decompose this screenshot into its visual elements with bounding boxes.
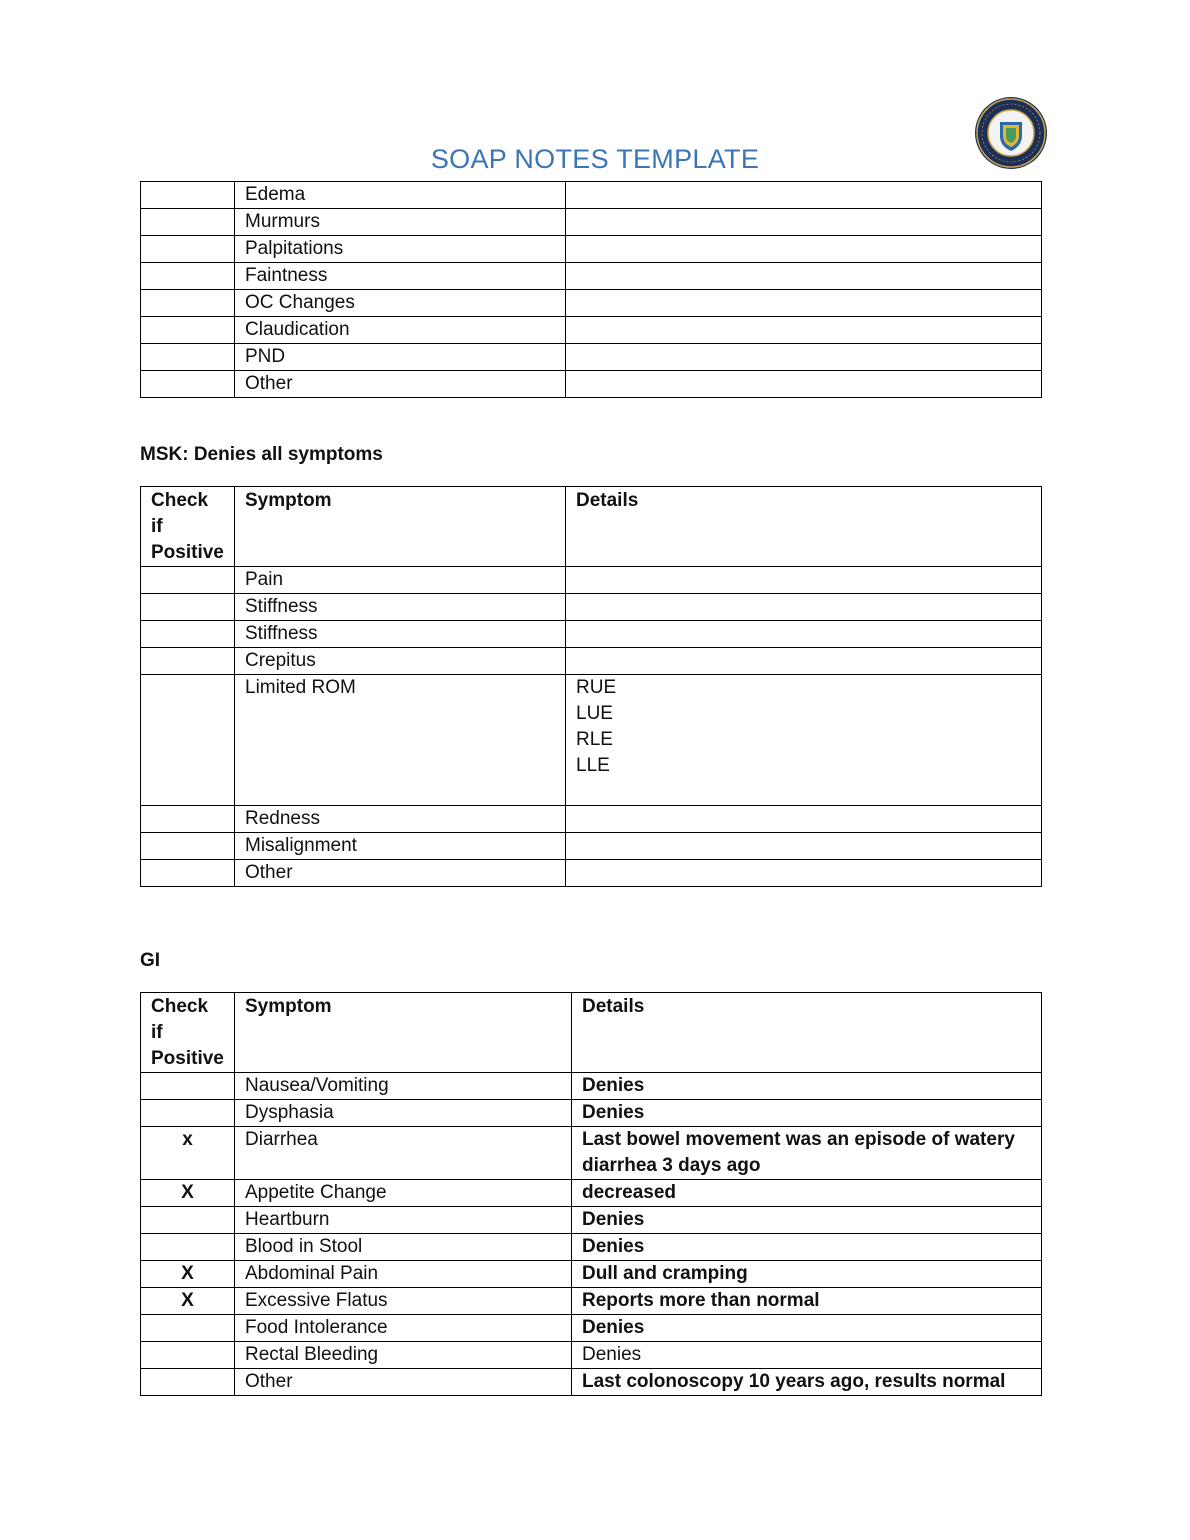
details-cell[interactable] [566,860,1042,887]
details-cell[interactable]: Denies [572,1073,1042,1100]
university-seal-logo [974,96,1048,170]
table-row [141,1315,1042,1342]
table-row [141,648,1042,675]
details-cell[interactable]: Denies [572,1100,1042,1127]
table-row [141,182,1042,209]
symptom-cell: Murmurs [235,209,566,236]
check-cell[interactable] [141,209,235,236]
table-row [141,675,1042,806]
column-header-details: Details [572,993,1042,1073]
details-cell[interactable] [566,236,1042,263]
symptom-cell: Rectal Bleeding [235,1342,572,1369]
table-row [141,567,1042,594]
check-cell[interactable] [141,1315,235,1342]
check-cell[interactable]: X [141,1288,235,1315]
symptom-cell: Appetite Change [235,1180,572,1207]
details-cell[interactable] [566,209,1042,236]
table-row [141,1261,1042,1288]
details-cell[interactable]: Denies [572,1315,1042,1342]
details-cell[interactable]: Reports more than normal [572,1288,1042,1315]
symptom-cell: Limited ROM [235,675,566,806]
table-row [141,1288,1042,1315]
table-row [141,833,1042,860]
details-cell[interactable] [566,833,1042,860]
gi-heading: GI [140,950,161,971]
details-cell[interactable]: Last bowel movement was an episode of watery diarrhea 3 days ago [572,1127,1042,1180]
details-cell[interactable]: Dull and cramping [572,1261,1042,1288]
symptom-cell: Diarrhea [235,1127,572,1180]
details-cell[interactable] [566,182,1042,209]
symptom-cell: Nausea/Vomiting [235,1073,572,1100]
details-cell[interactable] [566,648,1042,675]
rom-line-rue: RUE [576,677,617,698]
symptom-cell: Misalignment [235,833,566,860]
symptom-cell: Dysphasia [235,1100,572,1127]
symptom-cell: Other [235,371,566,398]
details-cell[interactable] [566,621,1042,648]
column-header-check: Check if Positive [141,487,235,567]
details-cell[interactable] [566,263,1042,290]
symptom-cell: Excessive Flatus [235,1288,572,1315]
symptom-cell: Heartburn [235,1207,572,1234]
table-row [141,1234,1042,1261]
check-cell[interactable] [141,317,235,344]
table-row [141,1100,1042,1127]
symptom-cell: Pain [235,567,566,594]
rom-line-rle: RLE [576,729,613,750]
table-row [141,621,1042,648]
details-cell[interactable] [566,806,1042,833]
column-header-symptom: Symptom [235,993,572,1073]
symptom-cell: Blood in Stool [235,1234,572,1261]
table-row [141,371,1042,398]
table-row [141,806,1042,833]
symptom-cell: Redness [235,806,566,833]
table-row [141,1127,1042,1180]
check-cell[interactable]: x [141,1127,235,1180]
details-cell[interactable] [566,675,1042,806]
check-cell[interactable] [141,1342,235,1369]
check-cell[interactable] [141,290,235,317]
check-cell[interactable] [141,1100,235,1127]
check-cell[interactable] [141,1073,235,1100]
symptom-cell: Edema [235,182,566,209]
table-row [141,1207,1042,1234]
check-cell[interactable]: X [141,1180,235,1207]
check-cell[interactable] [141,344,235,371]
details-cell[interactable] [566,317,1042,344]
check-cell[interactable] [141,594,235,621]
check-cell[interactable] [141,371,235,398]
check-cell[interactable] [141,1207,235,1234]
table-row [141,317,1042,344]
check-cell[interactable]: X [141,1261,235,1288]
symptom-cell: Faintness [235,263,566,290]
details-cell[interactable] [566,594,1042,621]
table-header-row [141,993,1042,1073]
check-cell[interactable] [141,675,235,806]
check-cell[interactable] [141,806,235,833]
symptom-cell: PND [235,344,566,371]
table-row [141,1180,1042,1207]
table-row [141,263,1042,290]
details-cell[interactable] [566,371,1042,398]
page-title: SOAP NOTES TEMPLATE [430,144,760,174]
check-cell[interactable] [141,648,235,675]
table-row [141,344,1042,371]
symptom-cell: Other [235,1369,572,1396]
details-cell[interactable] [566,567,1042,594]
cardio-symptom-table [140,181,1042,398]
symptom-cell: Stiffness [235,594,566,621]
check-cell[interactable] [141,567,235,594]
msk-heading: MSK: Denies all symptoms [140,444,383,465]
symptom-cell: Stiffness [235,621,566,648]
details-cell[interactable]: Denies [572,1234,1042,1261]
check-cell[interactable] [141,621,235,648]
rom-line-lle: LLE [576,755,610,776]
table-row [141,209,1042,236]
symptom-cell: Abdominal Pain [235,1261,572,1288]
table-row [141,1342,1042,1369]
details-cell[interactable]: Denies [572,1342,1042,1369]
details-cell[interactable] [566,290,1042,317]
gi-symptom-table [140,992,1042,1396]
check-cell[interactable] [141,1369,235,1396]
column-header-details: Details [566,487,1042,567]
table-row [141,594,1042,621]
check-cell[interactable] [141,860,235,887]
check-cell[interactable] [141,236,235,263]
table-header-row [141,487,1042,567]
symptom-cell: OC Changes [235,290,566,317]
details-cell[interactable]: Denies [572,1207,1042,1234]
check-cell[interactable] [141,182,235,209]
table-row [141,1369,1042,1396]
table-row [141,290,1042,317]
details-cell[interactable] [566,344,1042,371]
rom-line-lue: LUE [576,703,613,724]
details-cell[interactable]: Last colonoscopy 10 years ago, results normal [572,1369,1042,1396]
table-row [141,860,1042,887]
symptom-cell: Crepitus [235,648,566,675]
column-header-check: Check if Positive [141,993,235,1073]
check-cell[interactable] [141,263,235,290]
details-cell[interactable]: decreased [572,1180,1042,1207]
table-row [141,236,1042,263]
column-header-symptom: Symptom [235,487,566,567]
check-cell[interactable] [141,1234,235,1261]
symptom-cell: Palpitations [235,236,566,263]
symptom-cell: Other [235,860,566,887]
table-row [141,1073,1042,1100]
symptom-cell: Claudication [235,317,566,344]
symptom-cell: Food Intolerance [235,1315,572,1342]
msk-symptom-table [140,486,1042,887]
check-cell[interactable] [141,833,235,860]
